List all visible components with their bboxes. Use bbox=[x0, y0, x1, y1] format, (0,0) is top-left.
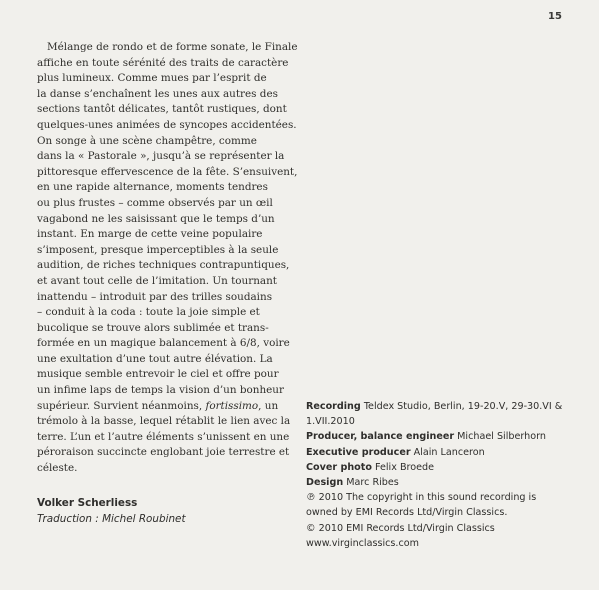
essay-line: dans la « Pastorale », jusqu’à se représenter la bbox=[37, 150, 285, 163]
essay-line: plus lumineux. Comme mues par l’esprit de bbox=[37, 72, 267, 85]
essay-line: affiche en toute sérénité des traits de caractère bbox=[37, 56, 289, 69]
essay-line: et avant tout celle de l’imitation. Un tournant bbox=[37, 274, 277, 287]
essay-line: musique semble entrevoir le ciel et offre pour bbox=[37, 368, 279, 381]
credit-producer bbox=[306, 429, 566, 444]
essay-line: terre. L’un et l’autre éléments s’unissent en une bbox=[37, 430, 290, 443]
website-link: www.virginclassics.com bbox=[306, 537, 419, 549]
essay-line: Mélange de rondo et de forme sonate, le Finale bbox=[47, 41, 298, 53]
essay-line: instant. En marge de cette veine populaire bbox=[37, 228, 263, 241]
credit-recording-cont: 1.VII.2010 bbox=[306, 416, 355, 428]
credit-cover-photo bbox=[306, 460, 566, 475]
credit-value: Marc Ribes bbox=[346, 477, 399, 489]
essay-line: audition, de riches techniques contrapuntiques, bbox=[37, 259, 290, 272]
credit-design bbox=[306, 475, 566, 490]
fortissimo-word: fortissimo bbox=[205, 399, 259, 412]
credit-label: Executive producer bbox=[306, 446, 411, 458]
author-name: Volker Scherliess bbox=[37, 497, 138, 509]
page-number: 15 bbox=[548, 11, 562, 22]
credit-value: Teldex Studio, Berlin, 19-20.V, 29-30.VI & bbox=[363, 401, 563, 412]
essay-line: une exultation d’une tout autre élévation. La bbox=[37, 352, 273, 365]
copyright-line: ℗ 2010 The copyright in this sound recording is bbox=[306, 492, 537, 504]
essay-line: céleste. bbox=[37, 462, 78, 475]
essay-line: formée en un magique balancement à 6/8, voire bbox=[37, 337, 290, 350]
signature-block bbox=[37, 495, 186, 527]
credit-label: Design bbox=[306, 477, 344, 489]
essay-body bbox=[37, 40, 327, 477]
essay-line: un infime laps de temps la vision d’un bonheur bbox=[37, 384, 284, 397]
credit-label: Recording bbox=[306, 401, 361, 412]
credits-block bbox=[306, 399, 566, 551]
essay-line: en une rapide alternance, moments tendres bbox=[37, 181, 268, 194]
credit-value: Michael Silberhorn bbox=[457, 431, 546, 443]
essay-line: quelques-unes animées de syncopes accidentées. bbox=[37, 118, 297, 131]
essay-line: ou plus frustes – comme observés par un œil bbox=[37, 196, 273, 209]
essay-line: pittoresque effervescence de la fête. S’ensuivent, bbox=[37, 165, 298, 178]
credit-value: Alain Lanceron bbox=[413, 446, 485, 458]
essay-line: vagabond ne les saisissant que le temps d’un bbox=[37, 212, 275, 225]
copyright-line: © 2010 EMI Records Ltd/Virgin Classics bbox=[306, 522, 495, 534]
essay-line: la danse s’enchaînent les unes aux autres des bbox=[37, 87, 278, 100]
credit-recording bbox=[306, 399, 566, 414]
essay-line: inattendu – introduit par des trilles soudains bbox=[37, 290, 273, 303]
credit-label: Cover photo bbox=[306, 461, 372, 473]
credit-label: Producer, balance engineer bbox=[306, 431, 455, 443]
essay-line: bucolique se trouve alors sublimée et trans- bbox=[37, 321, 269, 334]
credit-executive-producer bbox=[306, 445, 566, 460]
copyright-line: owned by EMI Records Ltd/Virgin Classics. bbox=[306, 507, 508, 519]
essay-line: – conduit à la coda : toute la joie simple et bbox=[37, 306, 260, 319]
credit-value: Felix Broede bbox=[375, 461, 435, 473]
essay-line-fortissimo bbox=[37, 399, 327, 415]
essay-line: s’imposent, presque imperceptibles à la seule bbox=[37, 243, 279, 256]
essay-line: sections tantôt délicates, tantôt rustiques, dont bbox=[37, 103, 287, 116]
essay-line: trémolo à la basse, lequel rétablit le lien avec la bbox=[37, 415, 291, 428]
essay-line: On songe à une scène champêtre, comme bbox=[37, 134, 257, 147]
essay-line-text: , un bbox=[258, 399, 279, 412]
essay-line: péroraison succincte englobant joie terrestre et bbox=[37, 446, 290, 459]
essay-line-text: supérieur. Survient néanmoins, bbox=[37, 399, 203, 412]
translator-credit: Traduction : Michel Roubinet bbox=[37, 513, 186, 525]
